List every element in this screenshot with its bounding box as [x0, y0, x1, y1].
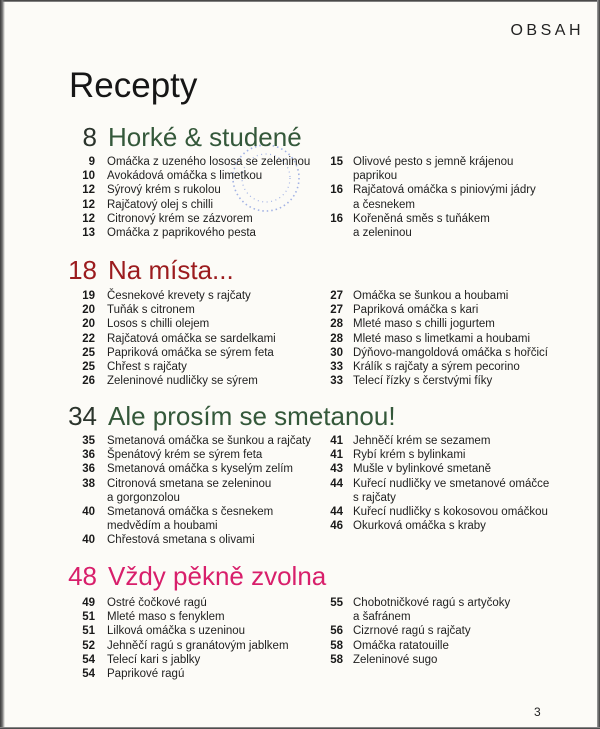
entry-page-number: 36 [82, 449, 95, 462]
scan-edge-top [0, 0, 600, 2]
entry-page-number: 33 [330, 361, 343, 374]
entry-title [353, 505, 586, 519]
entry-title-line: Dýňovo-mangoldová omáčka s hořčicí [353, 346, 548, 359]
entry-title [107, 667, 320, 681]
entry-title-line: Chřest s rajčaty [107, 361, 187, 374]
entry-title [353, 183, 586, 211]
entry-page-number: 44 [330, 477, 343, 490]
entry-title-line: Sýrový krém s rukolou [107, 184, 221, 197]
entry-page-number: 12 [82, 212, 95, 225]
entry-title-line: Mleté maso s chilli jogurtem [353, 318, 495, 331]
entry-title-line: Olivové pesto s jemně krájenou [353, 156, 514, 168]
entry-page-number: 25 [82, 361, 95, 374]
entries-right-column [246, 596, 586, 667]
section-page-number: 48 [68, 561, 97, 591]
entry-title-line: medvědím a houbami [107, 520, 218, 533]
section-page-number: 18 [68, 255, 97, 285]
toc-entry [246, 303, 586, 317]
entry-title-line: Jehněčí krém se sezamem [353, 435, 491, 447]
entry-page-number: 35 [82, 435, 95, 447]
entry-page-number: 54 [82, 668, 95, 681]
entry-page-number: 20 [82, 318, 95, 331]
section-title: Horké & studené [108, 122, 302, 152]
entry-page-number: 27 [330, 290, 343, 302]
entry-title [353, 332, 586, 346]
entry-title [353, 653, 586, 667]
entry-title-line: Špenátový krém se sýrem feta [107, 449, 263, 462]
entry-title [353, 346, 586, 360]
entry-title-line: Smetanová omáčka s česnekem [107, 506, 274, 519]
toc-entry [246, 346, 586, 360]
entry-title-line: Mušle v bylinkové smetaně [353, 463, 492, 476]
entry-page-number: 22 [82, 332, 95, 345]
toc-entry [246, 155, 586, 183]
entry-title-line: Zeleninové nudličky se sýrem [107, 375, 258, 388]
toc-entry [246, 317, 586, 331]
entries-right-column [246, 155, 586, 240]
entry-title [107, 533, 320, 547]
entry-title-line: Omáčka se šunkou a houbami [353, 290, 509, 302]
entry-title-line: Losos s chilli olejem [107, 318, 210, 331]
entry-title-line: Smetanová omáčka se šunkou a rajčaty [107, 435, 311, 447]
entry-page-number: 36 [82, 463, 95, 476]
entry-title-line: Rybí krém s bylinkami [353, 449, 466, 462]
toc-entry [246, 596, 586, 624]
entry-title [353, 596, 586, 624]
entry-page-number: 56 [330, 625, 343, 638]
entry-page-number: 28 [330, 318, 343, 331]
entry-title [353, 519, 586, 533]
entry-title [353, 624, 586, 638]
section-title: Vždy pěkně zvolna [108, 561, 327, 591]
entry-title-line: Jehněčí ragú s granátovým jablkem [107, 639, 289, 652]
entry-title-line: s rajčaty [353, 491, 396, 504]
section-title: Ale prosím se smetanou! [108, 401, 396, 431]
entry-page-number: 44 [330, 506, 343, 519]
entry-page-number: 10 [82, 170, 95, 183]
entry-title-line: a šafránem [353, 611, 411, 624]
section-heading [0, 401, 600, 431]
entry-title-line: Chřestová smetana s olivami [107, 534, 255, 547]
entry-page-number: 55 [330, 597, 343, 609]
entry-title [353, 477, 586, 505]
entry-title-line: Rajčatová omáčka s piniovými jádry [353, 184, 536, 197]
entry-title-line: Citronová smetana se zeleninou [107, 477, 272, 490]
entry-title-line: paprikou [353, 170, 398, 183]
entry-title-line: Avokádová omáčka s limetkou [107, 170, 263, 183]
entry-title-line: Papriková omáčka s kari [353, 304, 479, 317]
entry-page-number: 28 [330, 332, 343, 345]
section-heading [0, 255, 600, 285]
toc-entry [246, 639, 586, 653]
entry-title [353, 448, 586, 462]
toc-entry [246, 434, 586, 448]
entry-title-line: Mleté maso s fenyklem [107, 611, 225, 624]
entry-title-line: Rajčatová omáčka se sardelkami [107, 332, 276, 345]
entry-page-number: 19 [82, 290, 95, 302]
entry-title-line: Smetanová omáčka s kyselým zelím [107, 463, 293, 476]
entries-right-column [246, 289, 586, 388]
entry-title-line: Paprikové ragú [107, 668, 185, 681]
entry-page-number: 9 [88, 156, 95, 168]
entry-page-number: 20 [82, 304, 95, 317]
entry-title-line: Rajčatový olej s chilli [107, 198, 214, 211]
entry-page-number: 12 [82, 184, 95, 197]
toc-entry [246, 332, 586, 346]
entry-title-line: a česnekem [353, 198, 416, 211]
entry-title-line: Omáčka ratatouille [353, 639, 449, 652]
entry-page-number: 27 [330, 304, 343, 317]
entry-page-number: 40 [82, 506, 95, 519]
toc-entry [246, 183, 586, 211]
entry-title-line: Kořeněná směs s tuňákem [353, 212, 490, 225]
toc-entry [246, 477, 586, 505]
entry-page-number: 16 [330, 184, 343, 197]
entry-page-number: 15 [330, 156, 343, 168]
section-heading [0, 561, 600, 591]
toc-entry [246, 624, 586, 638]
entry-title [353, 360, 586, 374]
entry-page-number: 26 [82, 375, 95, 388]
entry-title-line: Mleté maso s limetkami a houbami [353, 332, 531, 345]
entry-title-line: Cizrnové ragú s rajčaty [353, 625, 471, 638]
entry-title-line: Králík s rajčaty a sýrem pecorino [353, 361, 520, 374]
entry-page-number: 33 [330, 375, 343, 388]
entry-title-line: Tuňák s citronem [107, 304, 195, 317]
entry-title-line: Kuřecí nudličky s kokosovou omáčkou [353, 506, 548, 519]
entry-title [353, 374, 586, 388]
page-title: Recepty [69, 66, 198, 105]
entry-page-number: 12 [82, 198, 95, 211]
entry-title-line: Telecí řízky s čerstvými fíky [353, 375, 493, 388]
toc-entry [0, 533, 320, 547]
entry-page-number: 38 [82, 477, 95, 490]
entry-page-number: 51 [82, 611, 95, 624]
toc-entry [246, 289, 586, 303]
entry-title-line: a gorgonzolou [107, 491, 180, 504]
entry-title-line: Okurková omáčka s kraby [353, 520, 486, 533]
entry-page-number: 16 [330, 212, 343, 225]
entry-title-line: Zeleninové sugo [353, 653, 438, 666]
entry-page-number: 13 [82, 227, 95, 240]
entry-title-line: Citronový krém se zázvorem [107, 212, 253, 225]
page-number: 3 [534, 705, 541, 719]
entry-page-number: 40 [82, 534, 95, 547]
entry-title-line: Omáčka z uzeného lososa se zeleninou [107, 156, 311, 168]
toc-entry [246, 212, 586, 240]
entry-title-line: Chobotničkové ragú s artyčoky [353, 597, 511, 609]
toc-entry [246, 448, 586, 462]
toc-entry [246, 653, 586, 667]
entry-title [353, 289, 586, 303]
entry-title-line: Ostré čočkové ragú [107, 597, 207, 609]
toc-entry [246, 505, 586, 519]
entry-page-number: 43 [330, 463, 343, 476]
running-head: OBSAH [510, 22, 584, 39]
toc-entry [246, 519, 586, 533]
toc-entry [246, 374, 586, 388]
entry-page-number: 58 [330, 639, 343, 652]
toc-entry [0, 667, 320, 681]
entry-page-number: 41 [330, 435, 343, 447]
entry-page-number: 58 [330, 653, 343, 666]
entry-page-number: 41 [330, 449, 343, 462]
section-page-number: 34 [68, 401, 97, 431]
entry-title-line: Papriková omáčka se sýrem feta [107, 346, 274, 359]
section-heading [0, 122, 600, 152]
entry-title [353, 155, 586, 183]
toc-entry [246, 462, 586, 476]
entry-title-line: Telecí kari s jablky [107, 653, 201, 666]
entry-title-line: a zeleninou [353, 227, 412, 240]
section-page-number: 8 [82, 122, 97, 152]
section-title: Na místa... [108, 255, 234, 285]
entry-title [353, 212, 586, 240]
entry-title [353, 462, 586, 476]
entry-title-line: Česnekové krevety s rajčaty [107, 290, 251, 302]
entry-title [353, 317, 586, 331]
entry-page-number: 52 [82, 639, 95, 652]
entry-page-number: 51 [82, 625, 95, 638]
entry-page-number: 49 [82, 597, 95, 609]
entry-title-line: Kuřecí nudličky ve smetanové omáčce [353, 477, 550, 490]
entry-title [353, 434, 586, 448]
entry-page-number: 30 [330, 346, 343, 359]
entry-page-number: 54 [82, 653, 95, 666]
entry-page-number: 46 [330, 520, 343, 533]
entry-title [353, 639, 586, 653]
toc-entry [246, 360, 586, 374]
entry-title-line: Omáčka z paprikového pesta [107, 227, 256, 240]
entry-title [353, 303, 586, 317]
entries-right-column [246, 434, 586, 533]
entry-page-number: 25 [82, 346, 95, 359]
entry-title-line: Lilková omáčka s uzeninou [107, 625, 246, 638]
